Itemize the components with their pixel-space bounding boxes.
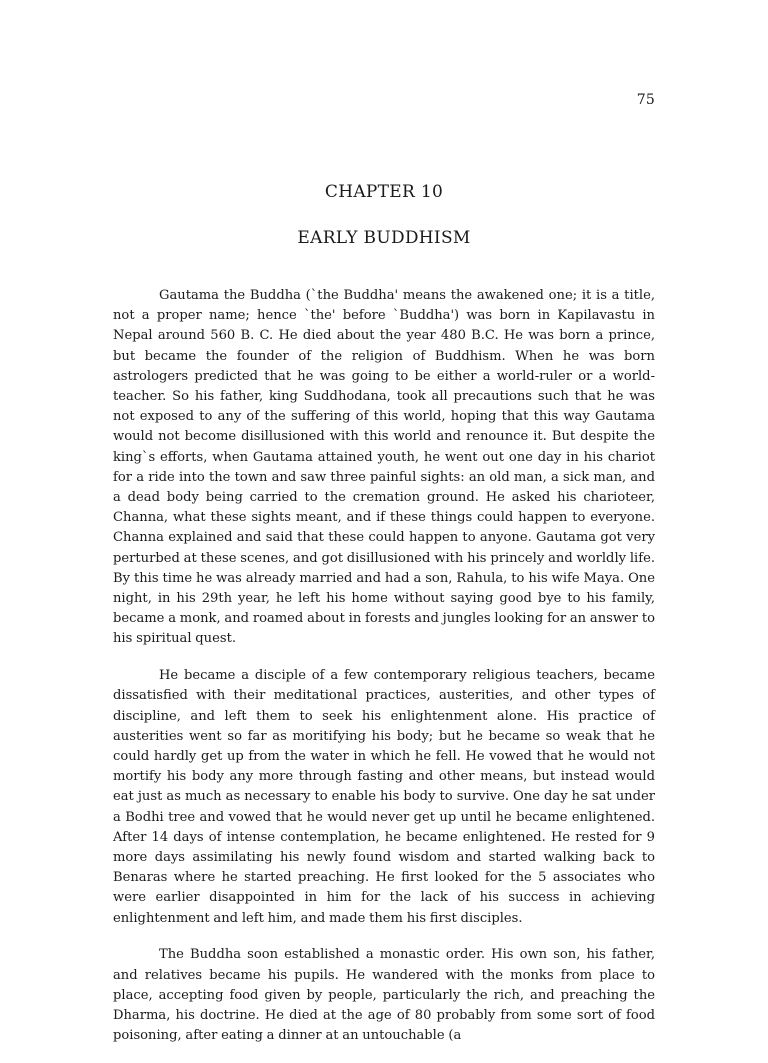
paragraph-3: The Buddha soon established a monastic order. His own son, his father, and relatives became his pupils. He wandered with the monks from place to place, accepting food given by people, particularly the rich, and preaching the Dharma, his doctrine. He died at the age of 80 probably from some sort of food poisoning, after eating a dinner at an untouchable (a <box>113 947 655 1044</box>
paragraph-1: Gautama the Buddha (`the Buddha' means the awakened one; it is a title, not a proper name; hence `the' before `Buddha') was born in Kapilavastu in Nepal around 560 B. C. He died about the year 480 B.C. He was born a prince, but became the founder of the religion of Buddhism. When he was born astrologers predicted that he was going to be either a world-ruler or a world-teacher. So his father, king Suddhodana, took all precautions such that he was not exposed to any of the suffering of this world, hoping that this way Gautama would not become disillusioned with this world and renounce it. But despite the king`s efforts, when Gautama attained youth, he went out one day in his chariot for a ride into the town and saw three painful sights: an old man, a sick man, and a dead body being carried to the cremation ground. He asked his charioteer, Channa, what these sights meant, and if these things could happen to everyone. Channa explained and said that these could happen to anyone. Gautama got very perturbed at these scenes, and got disillusioned with his princely and worldly life. By this time he was already married and had a son, Rahula, to his wife Maya. One night, in his 29th year, he left his home without saying good bye to his family, became a monk, and roamed about in forests and jungles looking for an answer to his spiritual quest. <box>113 288 655 647</box>
paragraph-2: He became a disciple of a few contemporary religious teachers, became dissatisfied with their meditational practices, austerities, and other types of discipline, and left them to seek his enlightenment alone. His practice of austerities went so far as moritifying his body; but he became so weak that he could hardly get up from the water in which he fell. He vowed that he would not mortify his body any more through fasting and other means, but instead would eat just as much as necessary to enable his body to survive. One day he sat under a Bodhi tree and vowed that he would never get up until he became enlightened. After 14 days of intense contemplation, he became enlightened. He rested for 9 more days assimilating his newly found wisdom and started walking back to Benaras where he started preaching. He first looked for the 5 associates who were earlier disappointed in him for the lack of his success in achieving enlightenment and left him, and made them his first disciples. <box>113 668 655 926</box>
body-text <box>113 286 655 1063</box>
page-number: 75 <box>636 92 655 108</box>
chapter-title: EARLY BUDDHISM <box>297 228 471 248</box>
chapter-number: CHAPTER 10 <box>324 182 444 202</box>
